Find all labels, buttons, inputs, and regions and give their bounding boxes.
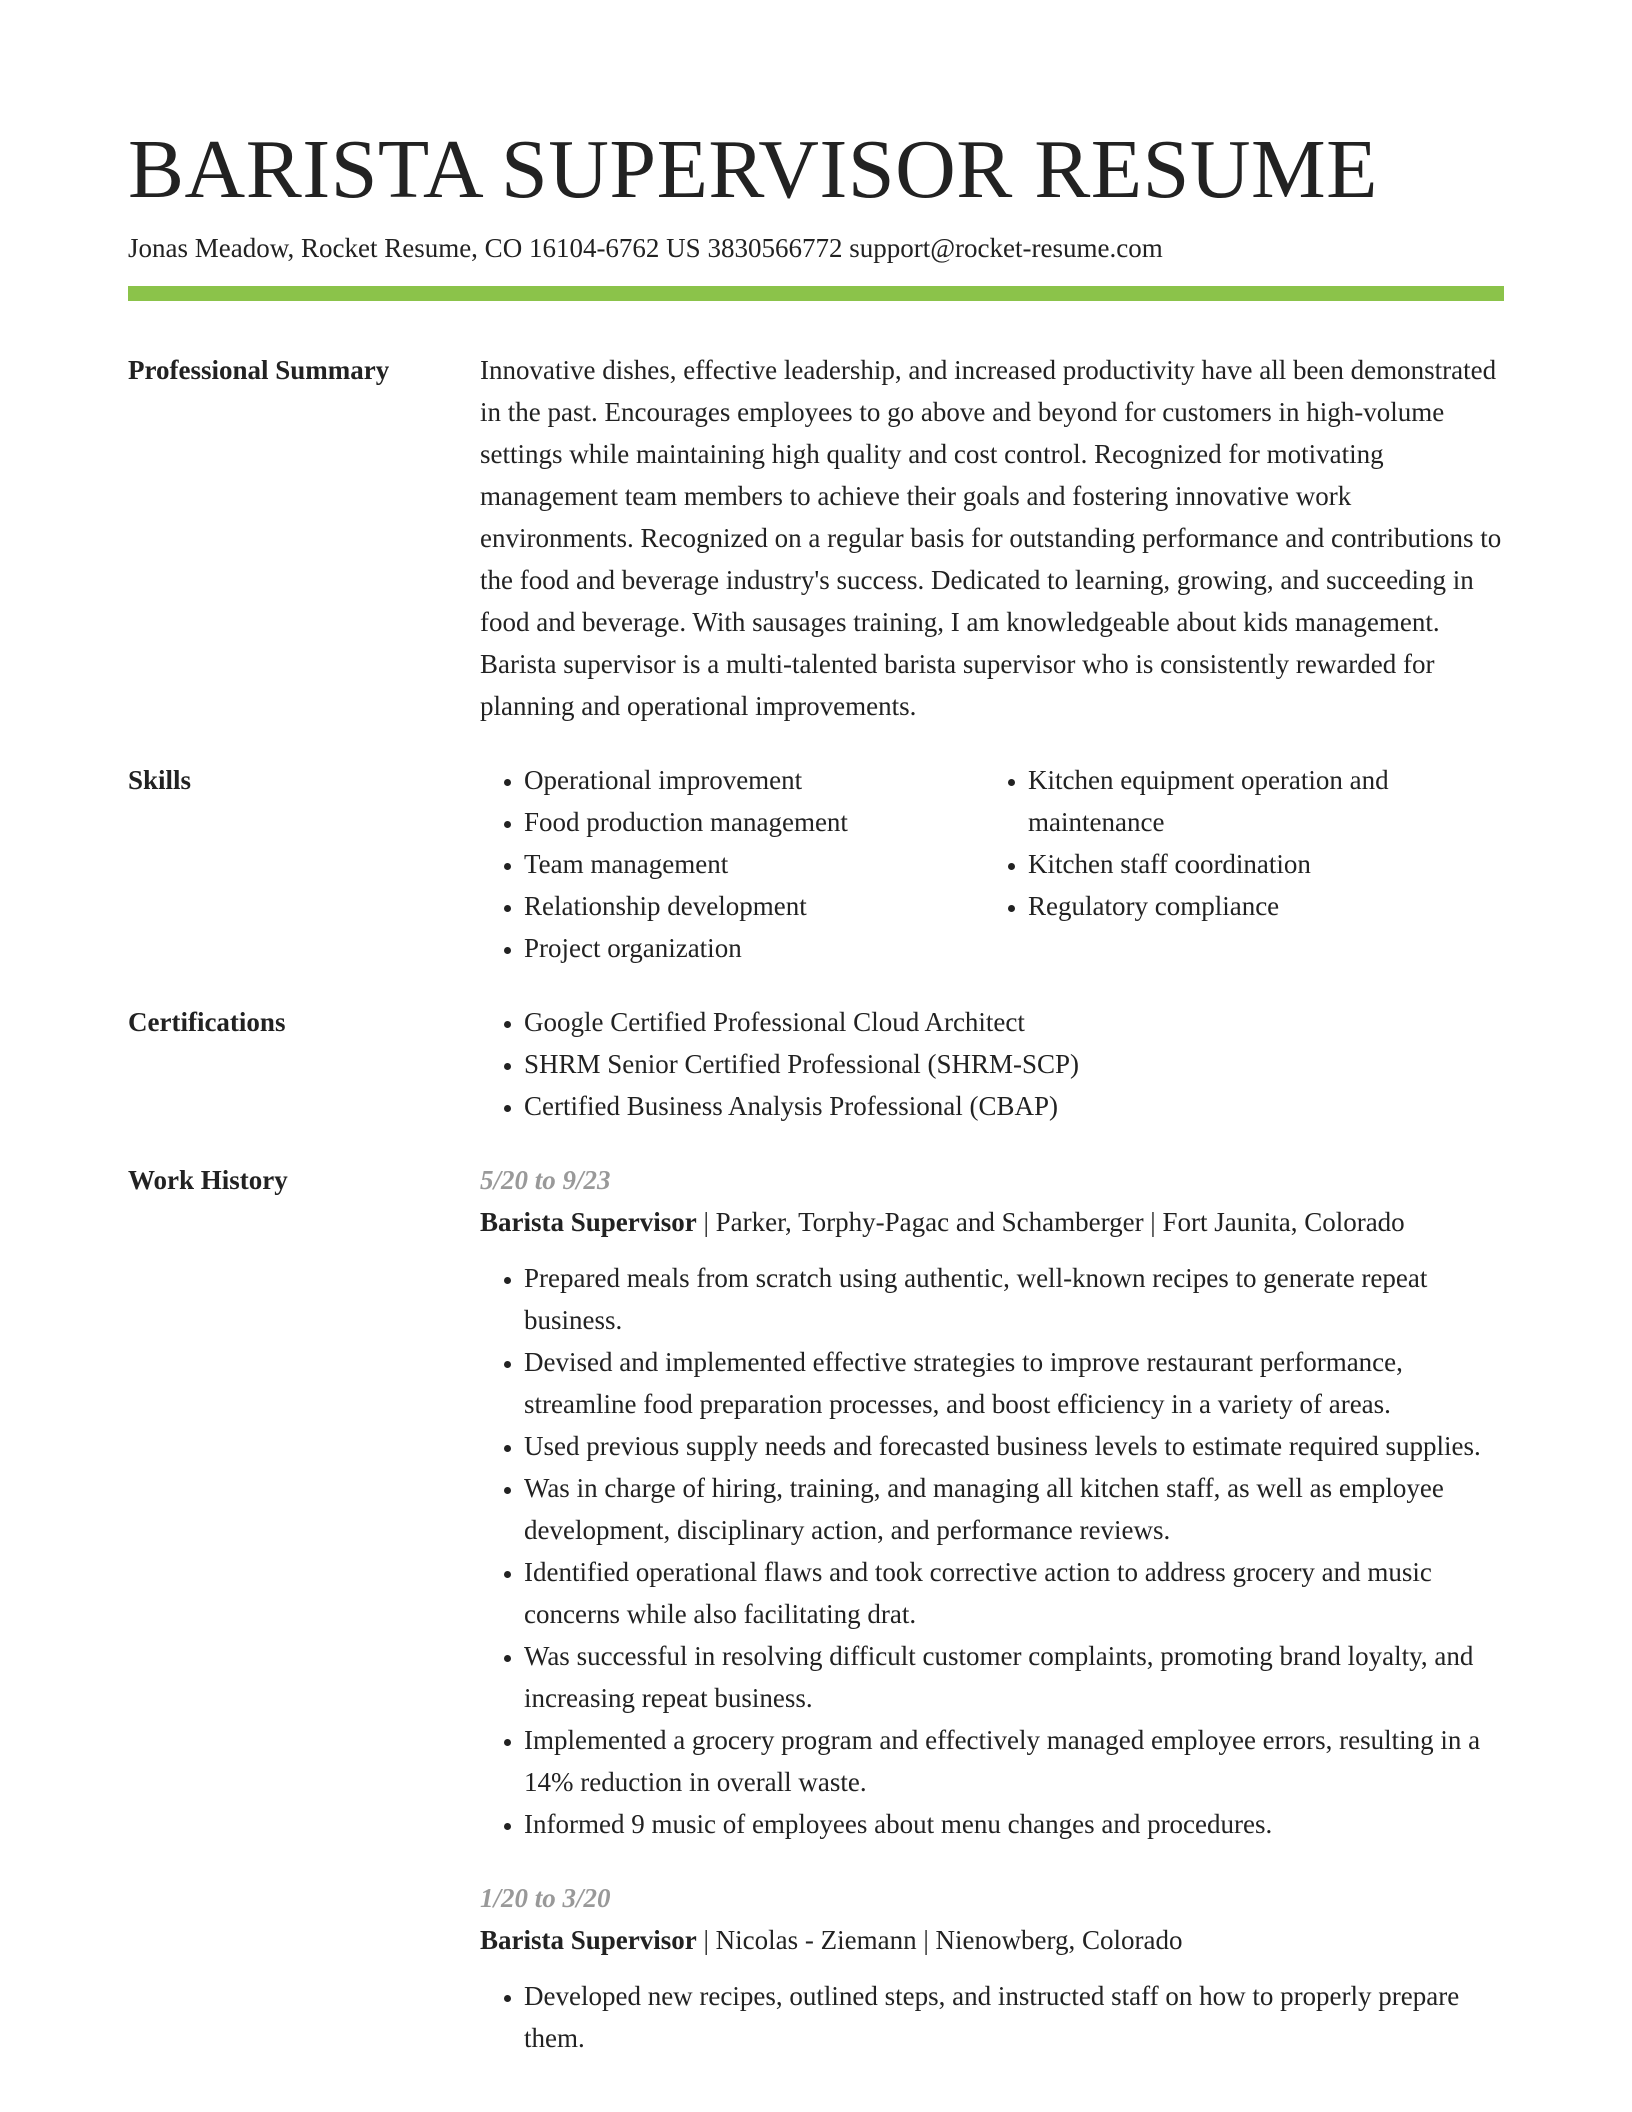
job-bullets [480, 1257, 1504, 1845]
skill-item: • Kitchen equipment operation and maintenance [1028, 759, 1504, 843]
summary-section [128, 349, 1504, 727]
job-bullet: • Identified operational flaws and took corrective action to address grocery and music concerns while also facilitating drat. [524, 1551, 1504, 1635]
accent-divider [128, 286, 1504, 301]
job-entry [480, 1159, 1504, 1845]
job-bullet: • Was in charge of hiring, training, and managing all kitchen staff, as well as employee development, disciplinary action, and performance reviews. [524, 1467, 1504, 1551]
certification-item: • Google Certified Professional Cloud Architect [524, 1001, 1504, 1043]
job-title: Barista Supervisor [480, 1925, 697, 1955]
summary-label: Professional Summary [128, 355, 390, 385]
skills-label: Skills [128, 765, 192, 795]
job-bullet: • Prepared meals from scratch using authentic, well-known recipes to generate repeat business. [524, 1257, 1504, 1341]
skills-list-1 [480, 759, 984, 969]
certification-item: • SHRM Senior Certified Professional (SHRM-SCP) [524, 1043, 1504, 1085]
job-entry [480, 1877, 1504, 2059]
skill-item: • Regulatory compliance [1028, 885, 1504, 927]
work-history-label: Work History [128, 1165, 288, 1195]
skills-section [128, 759, 1504, 969]
skill-item: • Project organization [524, 927, 984, 969]
certifications-list [480, 1001, 1504, 1127]
job-bullet: • Implemented a grocery program and effectively managed employee errors, resulting in a 14% reduction in overall waste. [524, 1719, 1504, 1803]
contact-line: Jonas Meadow, Rocket Resume, CO 16104-6762 US 3830566772 support@rocket-resume.com [128, 233, 1163, 263]
certifications-label: Certifications [128, 1007, 286, 1037]
job-bullet: • Developed new recipes, outlined steps, and instructed staff on how to properly prepare them. [524, 1975, 1504, 2059]
job-heading [480, 1919, 1504, 1961]
resume-title: BARISTA SUPERVISOR RESUME [128, 123, 1378, 216]
job-bullet: • Used previous supply needs and forecasted business levels to estimate required supplies. [524, 1425, 1504, 1467]
skill-item: • Operational improvement [524, 759, 984, 801]
skill-item: • Relationship development [524, 885, 984, 927]
skills-list-2 [984, 759, 1504, 927]
job-dates: 5/20 to 9/23 [480, 1165, 611, 1195]
resume-page [128, 120, 1504, 2059]
certifications-section [128, 1001, 1504, 1127]
certification-item: • Certified Business Analysis Professional (CBAP) [524, 1085, 1504, 1127]
job-title: Barista Supervisor [480, 1207, 697, 1237]
skill-item: • Food production management [524, 801, 984, 843]
job-details: | Parker, Torphy-Pagac and Schamberger | Fort Jaunita, Colorado [696, 1207, 1405, 1237]
work-history-section [128, 1159, 1504, 2059]
skill-item: • Kitchen staff coordination [1028, 843, 1504, 885]
job-bullets [480, 1975, 1504, 2059]
job-bullet: • Was successful in resolving difficult customer complaints, promoting brand loyalty, and increasing repeat business. [524, 1635, 1504, 1719]
job-bullet: • Devised and implemented effective strategies to improve restaurant performance, streamline food preparation processes, and boost efficiency in a variety of areas. [524, 1341, 1504, 1425]
summary-text: Innovative dishes, effective leadership, and increased productivity have all been demonstrated in the past. Encourages employees to go above and beyond for customers in high-volume settings while maintaining high quality and cost control. Recognized for motivating management team members to achieve their goals and fostering innovative work environments. Recognized on a regular basis for outstanding performance and contributions to the food and beverage industry's success. Dedicated to learning, growing, and succeeding in food and beverage. With sausages training, I am knowledgeable about kids management. Barista supervisor is a multi-talented barista supervisor who is consistently rewarded for planning and operational improvements. [480, 355, 1502, 721]
job-details: | Nicolas - Ziemann | Nienowberg, Colorado [696, 1925, 1183, 1955]
job-heading [480, 1201, 1504, 1243]
skill-item: • Team management [524, 843, 984, 885]
job-bullet: • Informed 9 music of employees about menu changes and procedures. [524, 1803, 1504, 1845]
job-dates: 1/20 to 3/20 [480, 1883, 611, 1913]
